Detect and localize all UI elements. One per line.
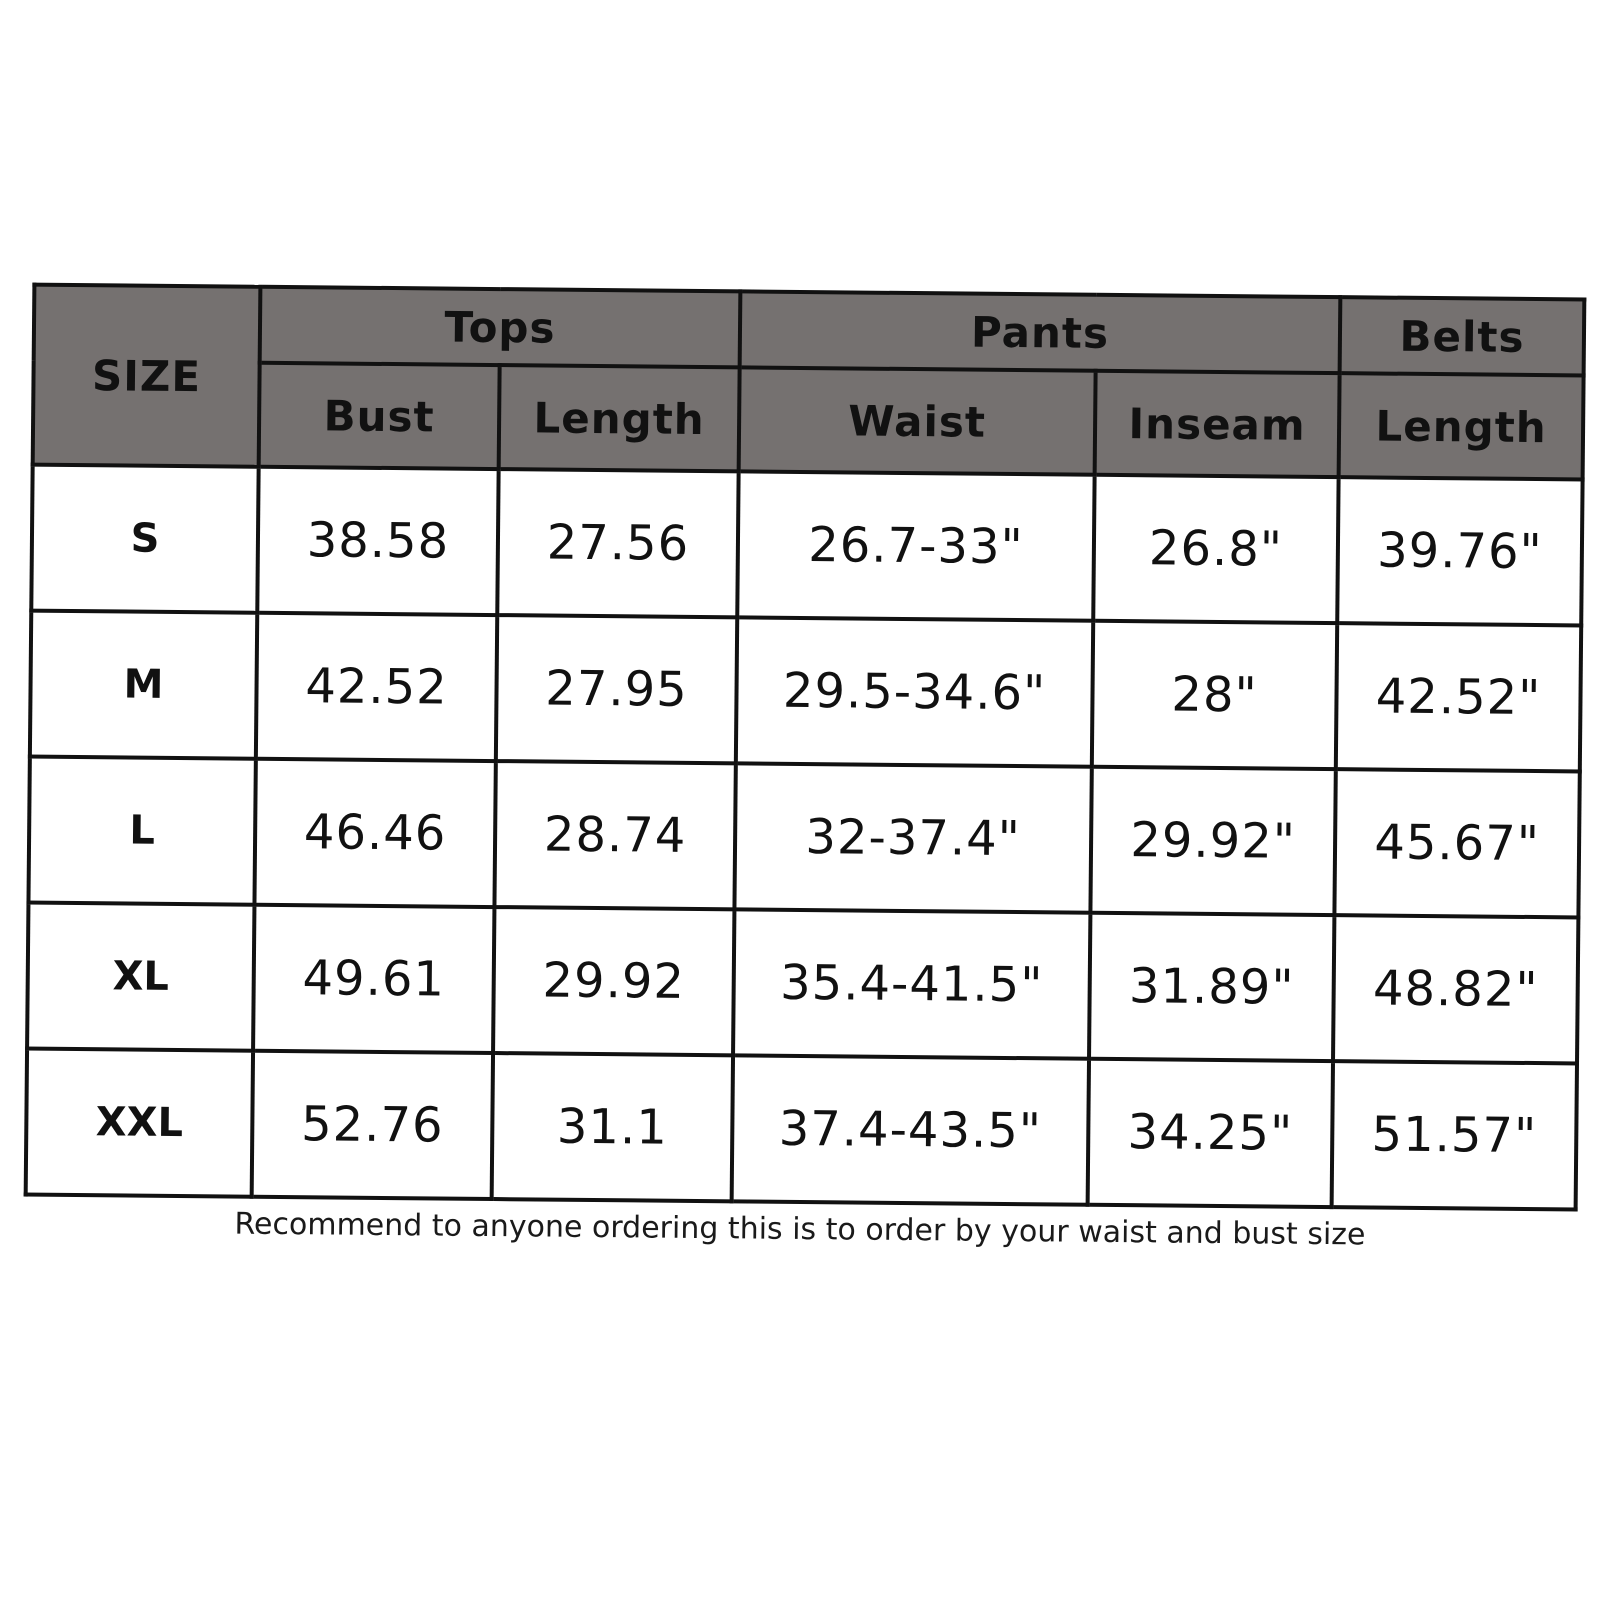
table-row (26, 1049, 1577, 1210)
waist-cell: 37.4-43.5" (732, 1055, 1089, 1204)
tops-length-cell: 27.56 (497, 469, 738, 617)
size-cell: M (30, 611, 257, 759)
tops-length-cell: 27.95 (496, 615, 737, 763)
tops-length-cell: 31.1 (492, 1053, 733, 1201)
table-row (31, 465, 1582, 626)
fit-recommendation-note: Recommend to anyone ordering this is to order by your waist and bust size (234, 1206, 1366, 1253)
bust-cell: 49.61 (253, 905, 494, 1053)
inseam-column-header: Inseam (1095, 371, 1340, 477)
belts-length-cell: 45.67" (1334, 769, 1579, 917)
belts-length-cell: 48.82" (1333, 915, 1578, 1063)
waist-cell: 35.4-41.5" (733, 909, 1090, 1058)
bust-cell: 38.58 (257, 467, 498, 615)
inseam-cell: 34.25" (1088, 1059, 1333, 1207)
inseam-cell: 29.92" (1090, 767, 1335, 915)
pants-group-header: Pants (740, 291, 1341, 373)
size-table (24, 283, 1587, 1212)
belts-length-column-header: Length (1339, 373, 1584, 479)
inseam-cell: 26.8" (1093, 475, 1338, 623)
size-cell: XXL (26, 1049, 253, 1197)
table-header (33, 285, 1585, 480)
bust-cell: 46.46 (254, 759, 495, 907)
table-row (27, 903, 1578, 1064)
subheader-row (33, 361, 1584, 480)
waist-cell: 26.7-33" (737, 471, 1094, 620)
size-chart (24, 283, 1583, 1212)
waist-cell: 32-37.4" (734, 763, 1091, 912)
waist-cell: 29.5-34.6" (736, 617, 1093, 766)
belts-length-cell: 42.52" (1336, 623, 1581, 771)
waist-column-header: Waist (739, 367, 1096, 474)
table-row (28, 757, 1579, 918)
belts-length-cell: 39.76" (1337, 477, 1582, 625)
tops-length-column-header: Length (499, 365, 740, 471)
table-body (26, 465, 1583, 1210)
bust-cell: 42.52 (256, 613, 497, 761)
tops-group-header: Tops (260, 287, 741, 368)
bust-cell: 52.76 (252, 1051, 493, 1199)
belts-group-header: Belts (1340, 297, 1585, 375)
size-cell: L (28, 757, 255, 905)
inseam-cell: 28" (1092, 621, 1337, 769)
size-cell: S (31, 465, 258, 613)
size-cell: XL (27, 903, 254, 1051)
belts-length-cell: 51.57" (1332, 1061, 1577, 1209)
tops-length-cell: 29.92 (493, 907, 734, 1055)
size-column-header: SIZE (33, 285, 261, 467)
table-row (30, 611, 1581, 772)
tops-length-cell: 28.74 (494, 761, 735, 909)
inseam-cell: 31.89" (1089, 913, 1334, 1061)
bust-column-header: Bust (259, 363, 500, 469)
